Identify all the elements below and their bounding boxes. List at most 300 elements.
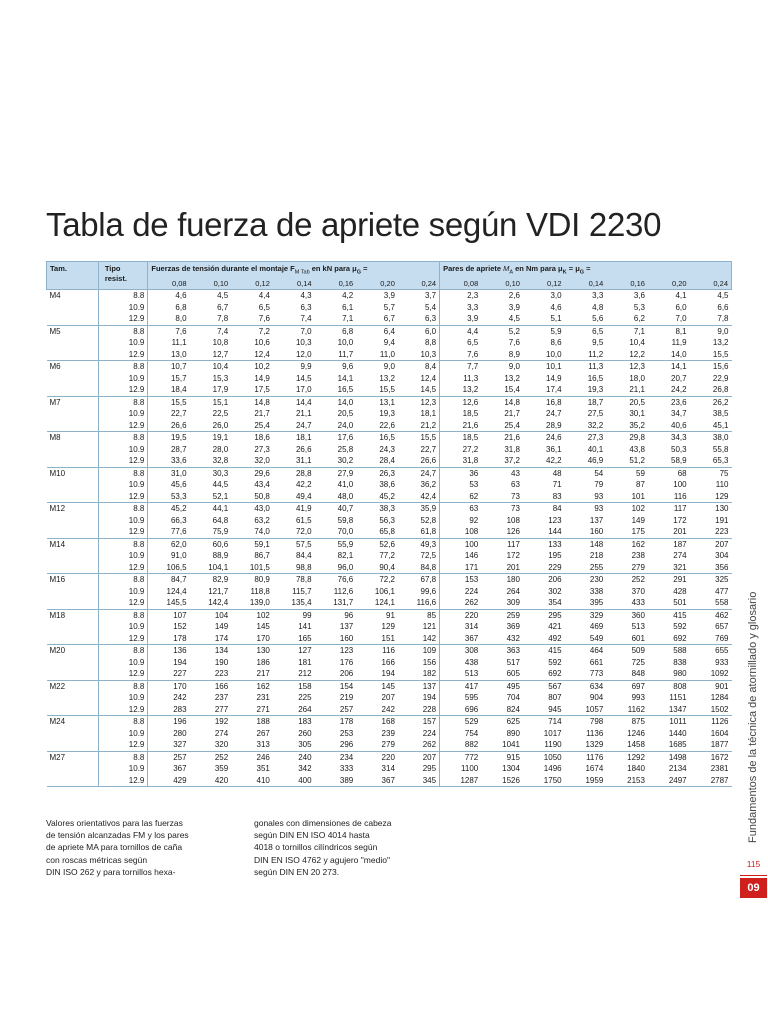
table-body — [47, 290, 732, 787]
torque-cell: 395 — [565, 597, 607, 609]
force-cell: 86,7 — [254, 551, 270, 560]
table-row — [47, 645, 732, 657]
force-cell: 14,8 — [254, 397, 270, 407]
torque-mu-header: 0,14 — [565, 278, 607, 290]
torque-cell: 15,5 — [690, 349, 732, 361]
force-cell: 142 — [398, 633, 440, 645]
grade-cell: 8.8 — [98, 503, 148, 515]
force-cell: 10,3 — [295, 338, 312, 347]
torque-cell: 725 — [631, 657, 645, 667]
force-cell: 43,4 — [254, 480, 270, 489]
force-cell: 7,1 — [315, 313, 357, 325]
size-cell: M16 — [47, 574, 99, 586]
grade-cell: 8.8 — [98, 538, 148, 550]
force-cell: 30,3 — [212, 468, 229, 478]
torque-cell: 13,2 — [504, 373, 520, 383]
torque-cell: 30,1 — [629, 409, 645, 418]
grade-cell: 8.8 — [98, 716, 148, 728]
torque-cell: 259 — [506, 610, 520, 620]
force-cell: 35,9 — [398, 503, 440, 515]
torque-cell: 325 — [715, 575, 729, 584]
torque-cell: 354 — [523, 597, 565, 609]
force-cell: 124,4 — [166, 586, 187, 596]
force-cell: 24,7 — [398, 467, 440, 479]
force-cell: 314 — [381, 764, 395, 773]
force-cell: 13,0 — [148, 349, 190, 361]
force-cell: 136 — [173, 646, 187, 655]
torque-cell: 2153 — [606, 775, 648, 787]
torque-cell: 207 — [715, 539, 729, 549]
grade-cell: 8.8 — [98, 432, 148, 444]
force-cell: 21,2 — [398, 420, 440, 432]
table-row — [47, 361, 732, 373]
torque-cell: 34,3 — [671, 433, 687, 442]
force-cell: 135,4 — [273, 597, 315, 609]
force-cell: 102 — [256, 610, 270, 620]
force-cell: 43,0 — [254, 504, 270, 513]
torque-cell: 21,6 — [504, 433, 520, 442]
torque-cell: 133 — [548, 539, 562, 549]
torque-cell: 24,6 — [546, 433, 562, 442]
torque-cell: 3,6 — [633, 291, 645, 300]
torque-cell: 1329 — [565, 739, 607, 751]
force-cell: 6,0 — [398, 325, 440, 337]
force-cell: 174 — [190, 633, 232, 645]
torque-cell: 71 — [552, 480, 562, 489]
torque-cell: 36,1 — [546, 444, 562, 454]
table-row — [47, 302, 732, 314]
force-cell: 162 — [256, 681, 270, 691]
table-row — [47, 716, 732, 728]
force-cell: 17,6 — [337, 433, 354, 442]
torque-cell: 11,3 — [588, 362, 604, 371]
force-cell: 64,8 — [212, 515, 229, 525]
force-cell: 207 — [398, 751, 440, 763]
torque-mu-header: 0,16 — [606, 278, 648, 290]
torque-cell: 87 — [636, 480, 645, 489]
torque-cell: 19,3 — [565, 384, 607, 396]
force-cell: 134 — [214, 646, 229, 655]
force-cell: 239 — [381, 728, 395, 738]
force-cell: 149 — [214, 622, 229, 631]
force-cell: 11,7 — [315, 349, 357, 361]
note-line: según DIN EN ISO 4014 hasta — [254, 830, 370, 841]
force-cell: 6,3 — [300, 302, 312, 312]
force-cell: 342 — [298, 764, 312, 773]
force-cell: 18,6 — [254, 433, 270, 442]
torque-cell: 1840 — [627, 764, 645, 773]
force-cell: 25,8 — [337, 444, 354, 454]
force-cell: 72,5 — [398, 550, 440, 562]
torque-cell: 9,5 — [592, 338, 604, 347]
size-cell: M8 — [47, 432, 99, 444]
force-cell: 74,0 — [231, 526, 273, 538]
force-cell: 8,4 — [398, 361, 440, 373]
torque-cell: 27,5 — [587, 409, 604, 418]
torque-cell: 513 — [631, 622, 645, 631]
force-cell: 67,8 — [398, 574, 440, 586]
force-cell: 24,7 — [273, 420, 315, 432]
torque-cell: 172 — [506, 551, 520, 560]
force-cell: 10,6 — [254, 338, 270, 347]
force-cell: 60,6 — [212, 539, 229, 549]
force-cell: 45,6 — [170, 480, 187, 489]
torque-cell: 808 — [673, 681, 687, 691]
torque-cell: 9,0 — [508, 362, 520, 371]
force-cell: 18,1 — [398, 408, 440, 420]
torque-cell: 1502 — [690, 704, 732, 716]
force-cell: 327 — [148, 739, 190, 751]
torque-cell: 308 — [464, 646, 479, 655]
table-row — [47, 432, 732, 444]
grade-cell: 10.9 — [98, 408, 148, 420]
force-cell: 3,9 — [383, 291, 395, 300]
torque-cell: 14,0 — [648, 349, 690, 361]
torque-cell: 21,1 — [606, 384, 648, 396]
torque-cell: 1440 — [668, 728, 687, 738]
note-line: DIN EN ISO 4762 y agujero "medio" — [254, 854, 390, 865]
force-cell: 367 — [356, 775, 398, 787]
grade-cell: 8.8 — [98, 574, 148, 586]
force-cell: 107 — [173, 610, 187, 620]
force-cell: 4,4 — [258, 291, 270, 300]
force-cell: 262 — [398, 739, 440, 751]
torque-cell: 12,2 — [606, 349, 648, 361]
force-cell: 139,0 — [231, 597, 273, 609]
size-cell — [47, 728, 99, 740]
force-cell: 82,9 — [212, 575, 229, 584]
force-cell: 36,2 — [398, 479, 440, 491]
force-cell: 19,3 — [379, 409, 395, 418]
torque-cell: 6,6 — [717, 302, 729, 312]
torque-cell: 477 — [715, 586, 729, 596]
torque-cell: 123 — [548, 515, 562, 525]
torque-cell: 153 — [464, 575, 479, 584]
torque-cell: 901 — [715, 681, 729, 691]
force-cell: 351 — [256, 764, 270, 773]
torque-cell: 34,7 — [671, 409, 687, 418]
torque-cell: 309 — [481, 597, 523, 609]
force-cell: 420 — [190, 775, 232, 787]
torque-cell: 11,3 — [463, 373, 479, 383]
torque-cell: 37,2 — [481, 455, 523, 467]
torque-cell: 558 — [690, 597, 732, 609]
force-cell: 118,8 — [250, 586, 270, 596]
force-cell: 99,6 — [398, 586, 440, 598]
torque-cell: 415 — [548, 646, 562, 655]
force-cell: 182 — [398, 668, 440, 680]
torque-cell: 50,3 — [671, 444, 687, 454]
force-cell: 77,6 — [148, 526, 190, 538]
force-cell: 6,8 — [175, 302, 187, 312]
torque-cell: 160 — [565, 526, 607, 538]
force-cell: 11,0 — [356, 349, 398, 361]
torque-cell: 229 — [523, 562, 565, 574]
torque-cell: 848 — [606, 668, 648, 680]
torque-cell: 15,4 — [481, 384, 523, 396]
torque-cell: 356 — [690, 562, 732, 574]
table-row — [47, 337, 732, 349]
force-cell: 252 — [214, 752, 229, 762]
force-cell: 55,9 — [337, 539, 354, 549]
tension-table — [46, 261, 732, 787]
force-cell: 62,0 — [170, 539, 187, 549]
torque-cell: 148 — [589, 539, 604, 549]
force-mu-header: 0,16 — [315, 278, 357, 290]
torque-cell: 773 — [565, 668, 607, 680]
force-cell: 160 — [315, 633, 357, 645]
torque-cell: 1526 — [481, 775, 523, 787]
page-number: 115 — [746, 859, 761, 869]
torque-cell: 21,6 — [440, 420, 482, 432]
torque-cell: 27,3 — [587, 433, 604, 442]
force-cell: 28,7 — [170, 444, 187, 454]
size-cell — [47, 408, 99, 420]
torque-cell: 20,7 — [671, 373, 687, 383]
torque-cell: 10,1 — [546, 362, 562, 371]
torque-cell: 1496 — [543, 764, 562, 773]
torque-cell: 291 — [673, 575, 687, 584]
header-size: Tam. — [47, 262, 99, 290]
table-row — [47, 384, 732, 396]
force-cell: 19,1 — [212, 433, 229, 442]
torque-cell: 14,9 — [546, 373, 562, 383]
table-row — [47, 562, 732, 574]
torque-cell: 43 — [511, 468, 520, 478]
torque-cell: 230 — [589, 575, 604, 584]
force-cell: 84,7 — [170, 575, 187, 584]
size-cell: M4 — [47, 290, 99, 302]
force-cell: 223 — [190, 668, 232, 680]
table-row — [47, 609, 732, 621]
table-row — [47, 574, 732, 586]
torque-cell: 21,7 — [504, 409, 520, 418]
size-cell — [47, 550, 99, 562]
table-row — [47, 680, 732, 692]
size-cell — [47, 491, 99, 503]
note-line: con roscas métricas según — [46, 854, 148, 865]
table-row — [47, 633, 732, 645]
force-cell: 121 — [398, 621, 440, 633]
grade-cell: 8.8 — [98, 751, 148, 763]
force-cell: 219 — [339, 693, 354, 702]
force-cell: 21,7 — [254, 409, 270, 418]
tension-table-container — [46, 261, 732, 787]
size-cell — [47, 526, 99, 538]
force-cell: 13,1 — [379, 397, 395, 407]
torque-cell: 46,9 — [565, 455, 607, 467]
force-cell: 24,3 — [379, 444, 395, 454]
torque-cell: 75 — [719, 468, 729, 478]
grade-cell: 10.9 — [98, 373, 148, 385]
force-mu-header: 0,24 — [398, 278, 440, 290]
torque-cell: 255 — [565, 562, 607, 574]
force-cell: 112,6 — [333, 586, 354, 596]
torque-mu-header: 0,10 — [481, 278, 523, 290]
torque-cell: 29,8 — [629, 433, 645, 442]
force-cell: 45,2 — [356, 491, 398, 503]
torque-cell: 1287 — [440, 775, 482, 787]
size-cell — [47, 704, 99, 716]
grade-cell: 10.9 — [98, 302, 148, 314]
force-cell: 6,1 — [342, 302, 354, 312]
torque-cell: 22,9 — [712, 373, 729, 383]
force-cell: 267 — [256, 728, 270, 738]
force-cell: 257 — [173, 752, 187, 762]
force-cell: 88,9 — [212, 551, 229, 560]
torque-cell: 10,4 — [629, 338, 645, 347]
force-cell: 152 — [173, 622, 187, 631]
force-cell: 4,3 — [300, 291, 312, 300]
size-cell: M27 — [47, 751, 99, 763]
force-cell: 194 — [356, 668, 398, 680]
force-cell: 157 — [398, 716, 440, 728]
torque-cell: 55,8 — [712, 444, 729, 454]
force-cell: 227 — [148, 668, 190, 680]
torque-cell: 5,2 — [508, 326, 520, 336]
force-cell: 96 — [344, 610, 354, 620]
notes-right — [254, 817, 454, 878]
size-cell — [47, 515, 99, 527]
force-cell: 9,6 — [342, 362, 354, 371]
torque-cell: 58,9 — [648, 455, 690, 467]
force-cell: 178 — [339, 717, 354, 726]
force-cell: 7,6 — [231, 313, 273, 325]
force-cell: 78,8 — [295, 575, 312, 584]
torque-cell: 329 — [589, 610, 604, 620]
torque-cell: 279 — [606, 562, 648, 574]
force-cell: 109 — [398, 645, 440, 657]
table-row — [47, 538, 732, 550]
torque-cell: 1126 — [711, 717, 729, 726]
force-cell: 271 — [231, 704, 273, 716]
torque-cell: 65,3 — [690, 455, 732, 467]
torque-cell: 304 — [715, 551, 729, 560]
torque-cell: 1674 — [585, 764, 604, 773]
table-row — [47, 479, 732, 491]
force-cell: 14,4 — [295, 397, 312, 407]
force-cell: 26,6 — [148, 420, 190, 432]
grade-cell: 12.9 — [98, 668, 148, 680]
size-cell: M24 — [47, 716, 99, 728]
force-cell: 61,8 — [398, 526, 440, 538]
torque-cell: 68 — [677, 468, 687, 478]
grade-cell: 12.9 — [98, 704, 148, 716]
force-cell: 42,4 — [398, 491, 440, 503]
torque-cell: 5,3 — [633, 302, 645, 312]
force-cell: 170 — [173, 681, 187, 691]
torque-cell: 262 — [440, 597, 482, 609]
force-cell: 77,2 — [379, 551, 395, 560]
force-cell: 8,0 — [148, 313, 190, 325]
table-row — [47, 526, 732, 538]
force-cell: 131,7 — [315, 597, 357, 609]
torque-cell: 1011 — [669, 717, 687, 726]
force-cell: 6,4 — [383, 326, 395, 336]
torque-cell: 696 — [440, 704, 482, 716]
torque-cell: 1304 — [502, 764, 520, 773]
force-cell: 21,1 — [295, 409, 312, 418]
force-cell: 240 — [298, 752, 312, 762]
force-cell: 30,2 — [315, 455, 357, 467]
torque-cell: 5,1 — [523, 313, 565, 325]
force-cell: 166 — [214, 681, 229, 691]
force-cell: 8,8 — [398, 337, 440, 349]
torque-cell: 567 — [548, 681, 562, 691]
force-cell: 59,8 — [337, 515, 354, 525]
torque-cell: 12,6 — [462, 397, 479, 407]
force-cell: 15,1 — [212, 397, 229, 407]
force-cell: 116 — [382, 646, 395, 655]
force-cell: 225 — [298, 693, 312, 702]
force-cell: 320 — [190, 739, 232, 751]
force-cell: 40,7 — [337, 504, 354, 513]
torque-cell: 18,7 — [587, 397, 604, 407]
torque-cell: 1347 — [648, 704, 690, 716]
force-cell: 70,0 — [315, 526, 357, 538]
size-cell — [47, 597, 99, 609]
force-cell: 194 — [173, 657, 187, 667]
force-cell: 38,6 — [379, 480, 395, 489]
force-cell: 20,5 — [337, 409, 354, 418]
force-cell: 4,5 — [217, 291, 229, 300]
torque-cell: 657 — [715, 622, 729, 631]
grade-cell: 10.9 — [98, 692, 148, 704]
force-cell: 145 — [256, 622, 270, 631]
torque-cell: 1176 — [586, 752, 604, 762]
force-cell: 27,3 — [254, 444, 270, 454]
torque-cell: 92 — [469, 515, 479, 525]
torque-cell: 101 — [606, 491, 648, 503]
force-cell: 22,7 — [398, 444, 440, 456]
force-cell: 137 — [339, 622, 354, 631]
table-row — [47, 550, 732, 562]
table-row — [47, 728, 732, 740]
force-cell: 72,0 — [273, 526, 315, 538]
torque-cell: 605 — [481, 668, 523, 680]
force-cell: 22,7 — [170, 409, 187, 418]
torque-cell: 137 — [589, 515, 604, 525]
torque-cell: 549 — [565, 633, 607, 645]
torque-cell: 26,8 — [690, 384, 732, 396]
notes-left — [46, 817, 236, 878]
force-cell: 9,4 — [383, 338, 395, 347]
torque-cell: 2381 — [710, 764, 729, 773]
size-cell — [47, 562, 99, 574]
torque-cell: 363 — [506, 646, 520, 655]
torque-cell: 17,4 — [523, 384, 565, 396]
torque-cell: 24,2 — [648, 384, 690, 396]
torque-cell: 432 — [481, 633, 523, 645]
torque-cell: 102 — [631, 504, 645, 513]
torque-cell: 26,2 — [712, 397, 729, 407]
force-cell: 17,0 — [273, 384, 315, 396]
table-row — [47, 775, 732, 787]
torque-cell: 360 — [631, 610, 645, 620]
table-row — [47, 763, 732, 775]
size-cell — [47, 692, 99, 704]
force-cell: 190 — [214, 657, 229, 667]
torque-cell: 84 — [552, 504, 562, 513]
torque-cell: 108 — [506, 515, 520, 525]
torque-cell: 18,5 — [462, 433, 479, 442]
force-cell: 127 — [298, 646, 312, 655]
force-cell: 59,1 — [254, 539, 270, 549]
torque-mu-header: 0,20 — [648, 278, 690, 290]
header-grade: Tipo resist. — [98, 262, 148, 290]
force-cell: 63,2 — [254, 515, 270, 525]
torque-cell: 48 — [552, 468, 562, 478]
